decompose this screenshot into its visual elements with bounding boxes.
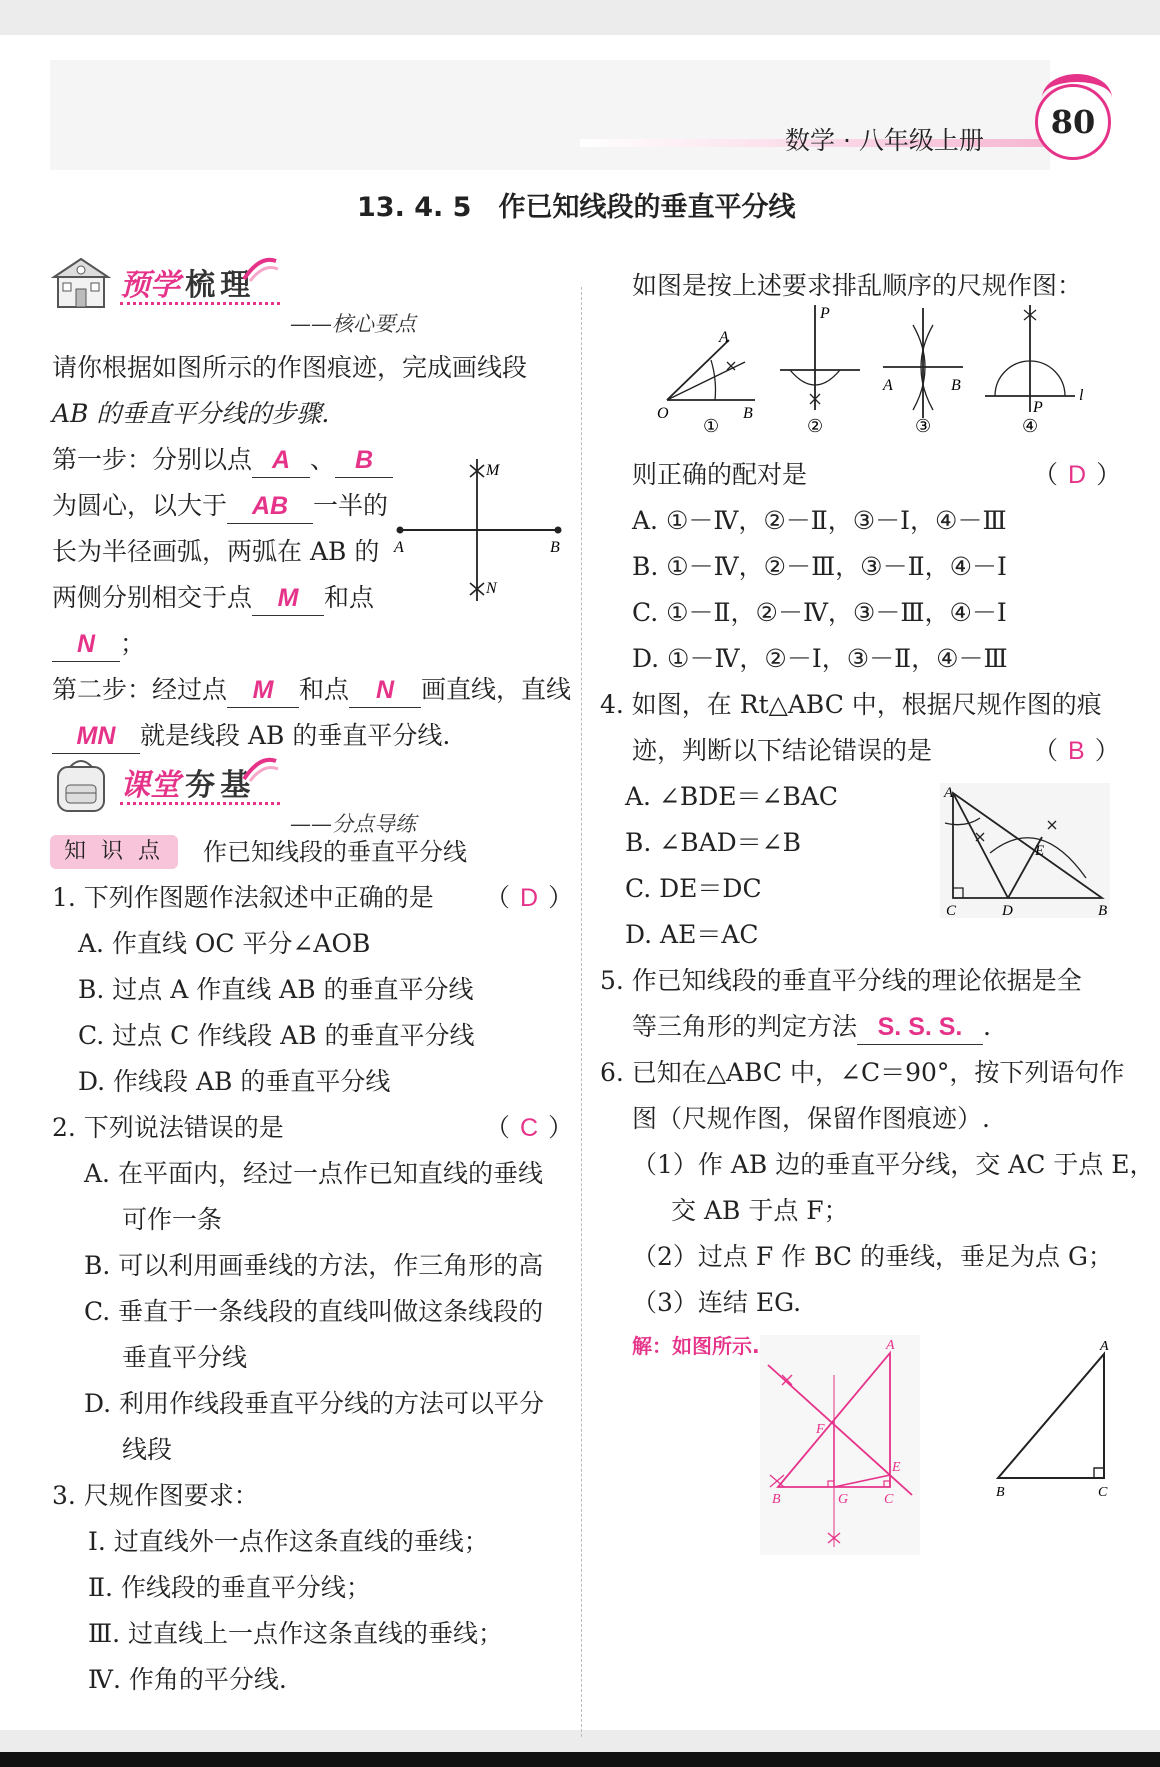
knowledge-point-badge: 知 识 点 xyxy=(50,835,178,869)
q4-label-d: D xyxy=(1002,903,1013,918)
step1-line2 xyxy=(52,483,388,529)
q1-option-b: B. 过点 A 作直线 AB 的垂直平分线 xyxy=(78,975,474,1004)
fig4-number: ④ xyxy=(1022,416,1039,435)
step2-answer-mn: MN xyxy=(76,722,116,750)
step2-text-a: 第二步：经过点 xyxy=(52,675,228,704)
step1-blank-m xyxy=(252,581,324,616)
step1-text-b: 为圆心，以大于 xyxy=(52,491,228,520)
q4-rp: ） xyxy=(1094,736,1120,765)
q1-option-a: A. 作直线 OC 平分∠AOB xyxy=(78,929,371,958)
classroom-title-underline xyxy=(120,802,280,805)
q4-answer-bracket xyxy=(1033,728,1120,774)
q1-option-d: D. 作线段 AB 的垂直平分线 xyxy=(78,1067,391,1096)
q6-original-triangle xyxy=(990,1338,1120,1508)
step1-text-f: 和点 xyxy=(324,583,375,612)
q5-answer: S. S. S. xyxy=(877,1013,963,1041)
q3-item-1: Ⅰ. 过直线外一点作这条直线的垂线； xyxy=(88,1527,489,1556)
page-title: 13. 4. 5 作已知线段的垂直平分线 xyxy=(357,192,796,223)
sol-label-g: G xyxy=(838,1492,849,1507)
step2-line1 xyxy=(52,667,571,713)
q4-label-b: B xyxy=(1098,903,1108,918)
backpack-icon xyxy=(50,755,112,815)
fig4-label-p: P xyxy=(1033,399,1043,416)
sol-label-b: B xyxy=(772,1492,781,1507)
knowledge-point-title: 作已知线段的垂直平分线 xyxy=(203,838,467,866)
q6-solution-label: 解：如图所示. xyxy=(632,1334,760,1358)
q5-stem-2-line xyxy=(632,1004,991,1050)
step1-line3: 长为半径画弧，两弧在 AB 的 xyxy=(52,537,380,566)
q1-stem: 1. 下列作图题作法叙述中正确的是 xyxy=(52,883,434,912)
q6-part-1a: （1）作 AB 边的垂直平分线，交 AC 于点 E， xyxy=(632,1150,1155,1179)
preview-title-underline xyxy=(120,302,280,305)
q5-blank xyxy=(857,1010,983,1045)
fig1-label-a: A xyxy=(719,329,729,346)
classroom-title-a: 课堂 xyxy=(120,768,180,803)
step1-text-c: 一半的 xyxy=(313,491,389,520)
q2-option-a-1: A. 在平面内，经过一点作已知直线的垂线 xyxy=(84,1159,543,1188)
preview-section-title xyxy=(120,260,250,304)
classroom-subtitle: ——分点导练 xyxy=(290,812,416,836)
step1-blank-ab xyxy=(227,489,313,524)
q5-end: . xyxy=(983,1012,991,1041)
q2-lp: （ xyxy=(485,1113,511,1142)
q3-lp: （ xyxy=(1033,460,1059,489)
step1-line5 xyxy=(52,621,145,667)
q5-stem-2: 等三角形的判定方法 xyxy=(632,1012,858,1041)
step1-answer-n: N xyxy=(76,630,96,658)
q2-option-d-1: D. 利用作线段垂直平分线的方法可以平分 xyxy=(84,1389,545,1418)
school-icon xyxy=(50,253,112,311)
q4-option-c: C. DE＝DC xyxy=(625,874,762,903)
step1-line4 xyxy=(52,575,374,621)
step2-answer-m: M xyxy=(252,676,274,704)
header-subject: 数学 · 八年级上册 xyxy=(785,126,984,155)
q3-item-2: Ⅱ. 作线段的垂直平分线； xyxy=(88,1573,371,1602)
step2-text-c: 画直线，直线 xyxy=(421,675,572,704)
construction-fig-4 xyxy=(985,305,1084,435)
q1-answer: D xyxy=(520,884,539,912)
swoosh-icon xyxy=(240,253,280,283)
q3-rp: ） xyxy=(1096,460,1122,489)
fig1-label-b: B xyxy=(743,405,753,422)
q2-option-c-1: C. 垂直于一条线段的直线叫做这条线段的 xyxy=(84,1297,544,1326)
q3-stem: 3. 尺规作图要求： xyxy=(52,1481,259,1510)
bisector-figure xyxy=(390,455,575,605)
sol-label-f: F xyxy=(816,1422,825,1437)
step1-text-a: 第一步：分别以点 xyxy=(52,445,253,474)
step1-blank-b xyxy=(335,443,393,478)
q2-option-a-2: 可作一条 xyxy=(122,1205,223,1234)
preview-intro-2: AB 的垂直平分线的步骤. xyxy=(52,399,330,428)
q2-answer-bracket xyxy=(485,1105,573,1151)
fig3-number: ③ xyxy=(915,416,932,435)
page xyxy=(0,35,1160,1730)
q6-stem-1: 6. 已知在△ABC 中，∠C＝90°，按下列语句作 xyxy=(600,1058,1125,1087)
sol-label-c: C xyxy=(884,1492,894,1507)
q4-answer: B xyxy=(1068,737,1085,765)
q6-solution-figure xyxy=(760,1335,920,1555)
step1-answer-m: M xyxy=(277,584,299,612)
step1-blank-a xyxy=(252,443,310,478)
construction-fig-3 xyxy=(882,308,963,435)
q1-lp: （ xyxy=(485,883,511,912)
q3-option-b: B. ①－Ⅳ，②－Ⅲ，③－Ⅱ，④－Ⅰ xyxy=(632,552,1007,581)
step2-text-d: 就是线段 AB 的垂直平分线. xyxy=(140,721,451,750)
bottom-bar xyxy=(0,1752,1160,1767)
q4-stem-2: 迹，判断以下结论错误的是 xyxy=(632,736,933,765)
step1-blank-n xyxy=(52,627,120,662)
step2-blank-mn xyxy=(52,719,140,754)
orig-label-c: C xyxy=(1098,1485,1108,1500)
preview-title-c: 理 xyxy=(220,268,251,303)
q1-rp: ） xyxy=(548,883,574,912)
classroom-title-b: 夯 xyxy=(185,768,216,803)
construction-fig-2 xyxy=(780,305,860,435)
q3-answer: D xyxy=(1068,461,1087,489)
step2-answer-n: N xyxy=(376,676,395,704)
preview-title-b: 梳 xyxy=(185,268,216,303)
q3-option-d: D. ①－Ⅳ，②－Ⅰ，③－Ⅱ，④－Ⅲ xyxy=(632,644,1008,673)
q4-label-c: C xyxy=(946,903,957,918)
q3-item-3: Ⅲ. 过直线上一点作这条直线的垂线； xyxy=(88,1619,504,1648)
fig1-label-o: O xyxy=(657,405,669,422)
step1-answer-b: B xyxy=(355,446,374,474)
step2-blank-m xyxy=(227,673,299,708)
q5-stem-1: 5. 作已知线段的垂直平分线的理论依据是全 xyxy=(600,966,1082,995)
preview-subtitle: ——核心要点 xyxy=(290,312,416,336)
fig2-number: ② xyxy=(807,416,824,435)
q4-option-d: D. AE＝AC xyxy=(625,920,759,949)
fig1-number: ① xyxy=(703,416,720,435)
step1-text-g: ； xyxy=(120,629,146,658)
q3-item-4: Ⅳ. 作角的平分线. xyxy=(88,1665,287,1694)
q4-label-e: E xyxy=(1035,843,1045,859)
q2-option-d-2: 线段 xyxy=(122,1435,173,1464)
bisector-label-n: N xyxy=(486,580,497,597)
q3-match-stem: 则正确的配对是 xyxy=(632,460,808,489)
step1-answer-a: A xyxy=(271,446,291,474)
q2-rp: ） xyxy=(548,1113,574,1142)
q6-part-3: （3）连结 EG. xyxy=(632,1288,802,1317)
q3-option-c: C. ①－Ⅱ，②－Ⅳ，③－Ⅲ，④－Ⅰ xyxy=(632,598,1007,627)
sol-label-a: A xyxy=(886,1338,895,1353)
orig-label-a: A xyxy=(1100,1339,1109,1354)
q2-option-c-2: 垂直平分线 xyxy=(122,1343,248,1372)
q2-option-b: B. 可以利用画垂线的方法，作三角形的高 xyxy=(84,1251,544,1280)
step1-sep: 、 xyxy=(310,445,336,474)
fig3-label-a: A xyxy=(883,377,893,394)
q3-answer-bracket xyxy=(1033,452,1121,498)
fig2-label-p: P xyxy=(820,305,830,322)
q4-stem-1: 4. 如图，在 Rt△ABC 中，根据尺规作图的痕 xyxy=(600,690,1102,719)
q4-label-a: A xyxy=(944,785,954,801)
q3-construction-figures xyxy=(655,300,1125,435)
step2-blank-n xyxy=(349,673,421,708)
step2-text-b: 和点 xyxy=(299,675,350,704)
q3-option-a: A. ①－Ⅳ，②－Ⅱ，③－Ⅰ，④－Ⅲ xyxy=(632,506,1007,535)
column-divider xyxy=(581,287,582,1737)
bisector-label-m: M xyxy=(486,462,500,479)
step1-answer-ab: AB xyxy=(251,492,289,520)
orig-label-b: B xyxy=(996,1485,1005,1500)
preview-title-a: 预学 xyxy=(120,268,180,303)
classroom-section-title xyxy=(120,760,250,804)
q2-answer: C xyxy=(520,1114,539,1142)
classroom-title-c: 基 xyxy=(220,768,251,803)
q4-triangle-figure xyxy=(940,783,1110,918)
q6-part-1b: 交 AB 于点 F； xyxy=(671,1196,849,1225)
q6-stem-2: 图（尺规作图，保留作图痕迹）. xyxy=(632,1104,990,1133)
q2-stem: 2. 下列说法错误的是 xyxy=(52,1113,284,1142)
q1-option-c: C. 过点 C 作线段 AB 的垂直平分线 xyxy=(78,1021,475,1050)
preview-intro-1: 请你根据如图所示的作图痕迹，完成画线段 xyxy=(52,353,528,382)
step1-line1 xyxy=(52,437,393,483)
step1-text-e: 两侧分别相交于点 xyxy=(52,583,253,612)
q1-answer-bracket xyxy=(485,875,573,921)
construction-fig-1 xyxy=(657,329,755,435)
q4-option-a: A. ∠BDE＝∠BAC xyxy=(625,782,839,811)
bisector-label-a: A xyxy=(394,539,404,556)
q4-lp: （ xyxy=(1033,736,1059,765)
swoosh-icon-2 xyxy=(240,753,280,783)
bisector-label-b: B xyxy=(550,539,560,556)
sol-label-e: E xyxy=(892,1460,901,1475)
q4-option-b: B. ∠BAD＝∠B xyxy=(625,828,802,857)
q3-figure-intro: 如图是按上述要求排乱顺序的尺规作图： xyxy=(632,271,1083,300)
q6-part-2: （2）过点 F 作 BC 的垂线，垂足为点 G； xyxy=(632,1242,1113,1271)
fig3-label-b: B xyxy=(951,377,961,394)
fig4-label-l: l xyxy=(1079,387,1084,404)
page-number: 80 xyxy=(1035,84,1111,160)
